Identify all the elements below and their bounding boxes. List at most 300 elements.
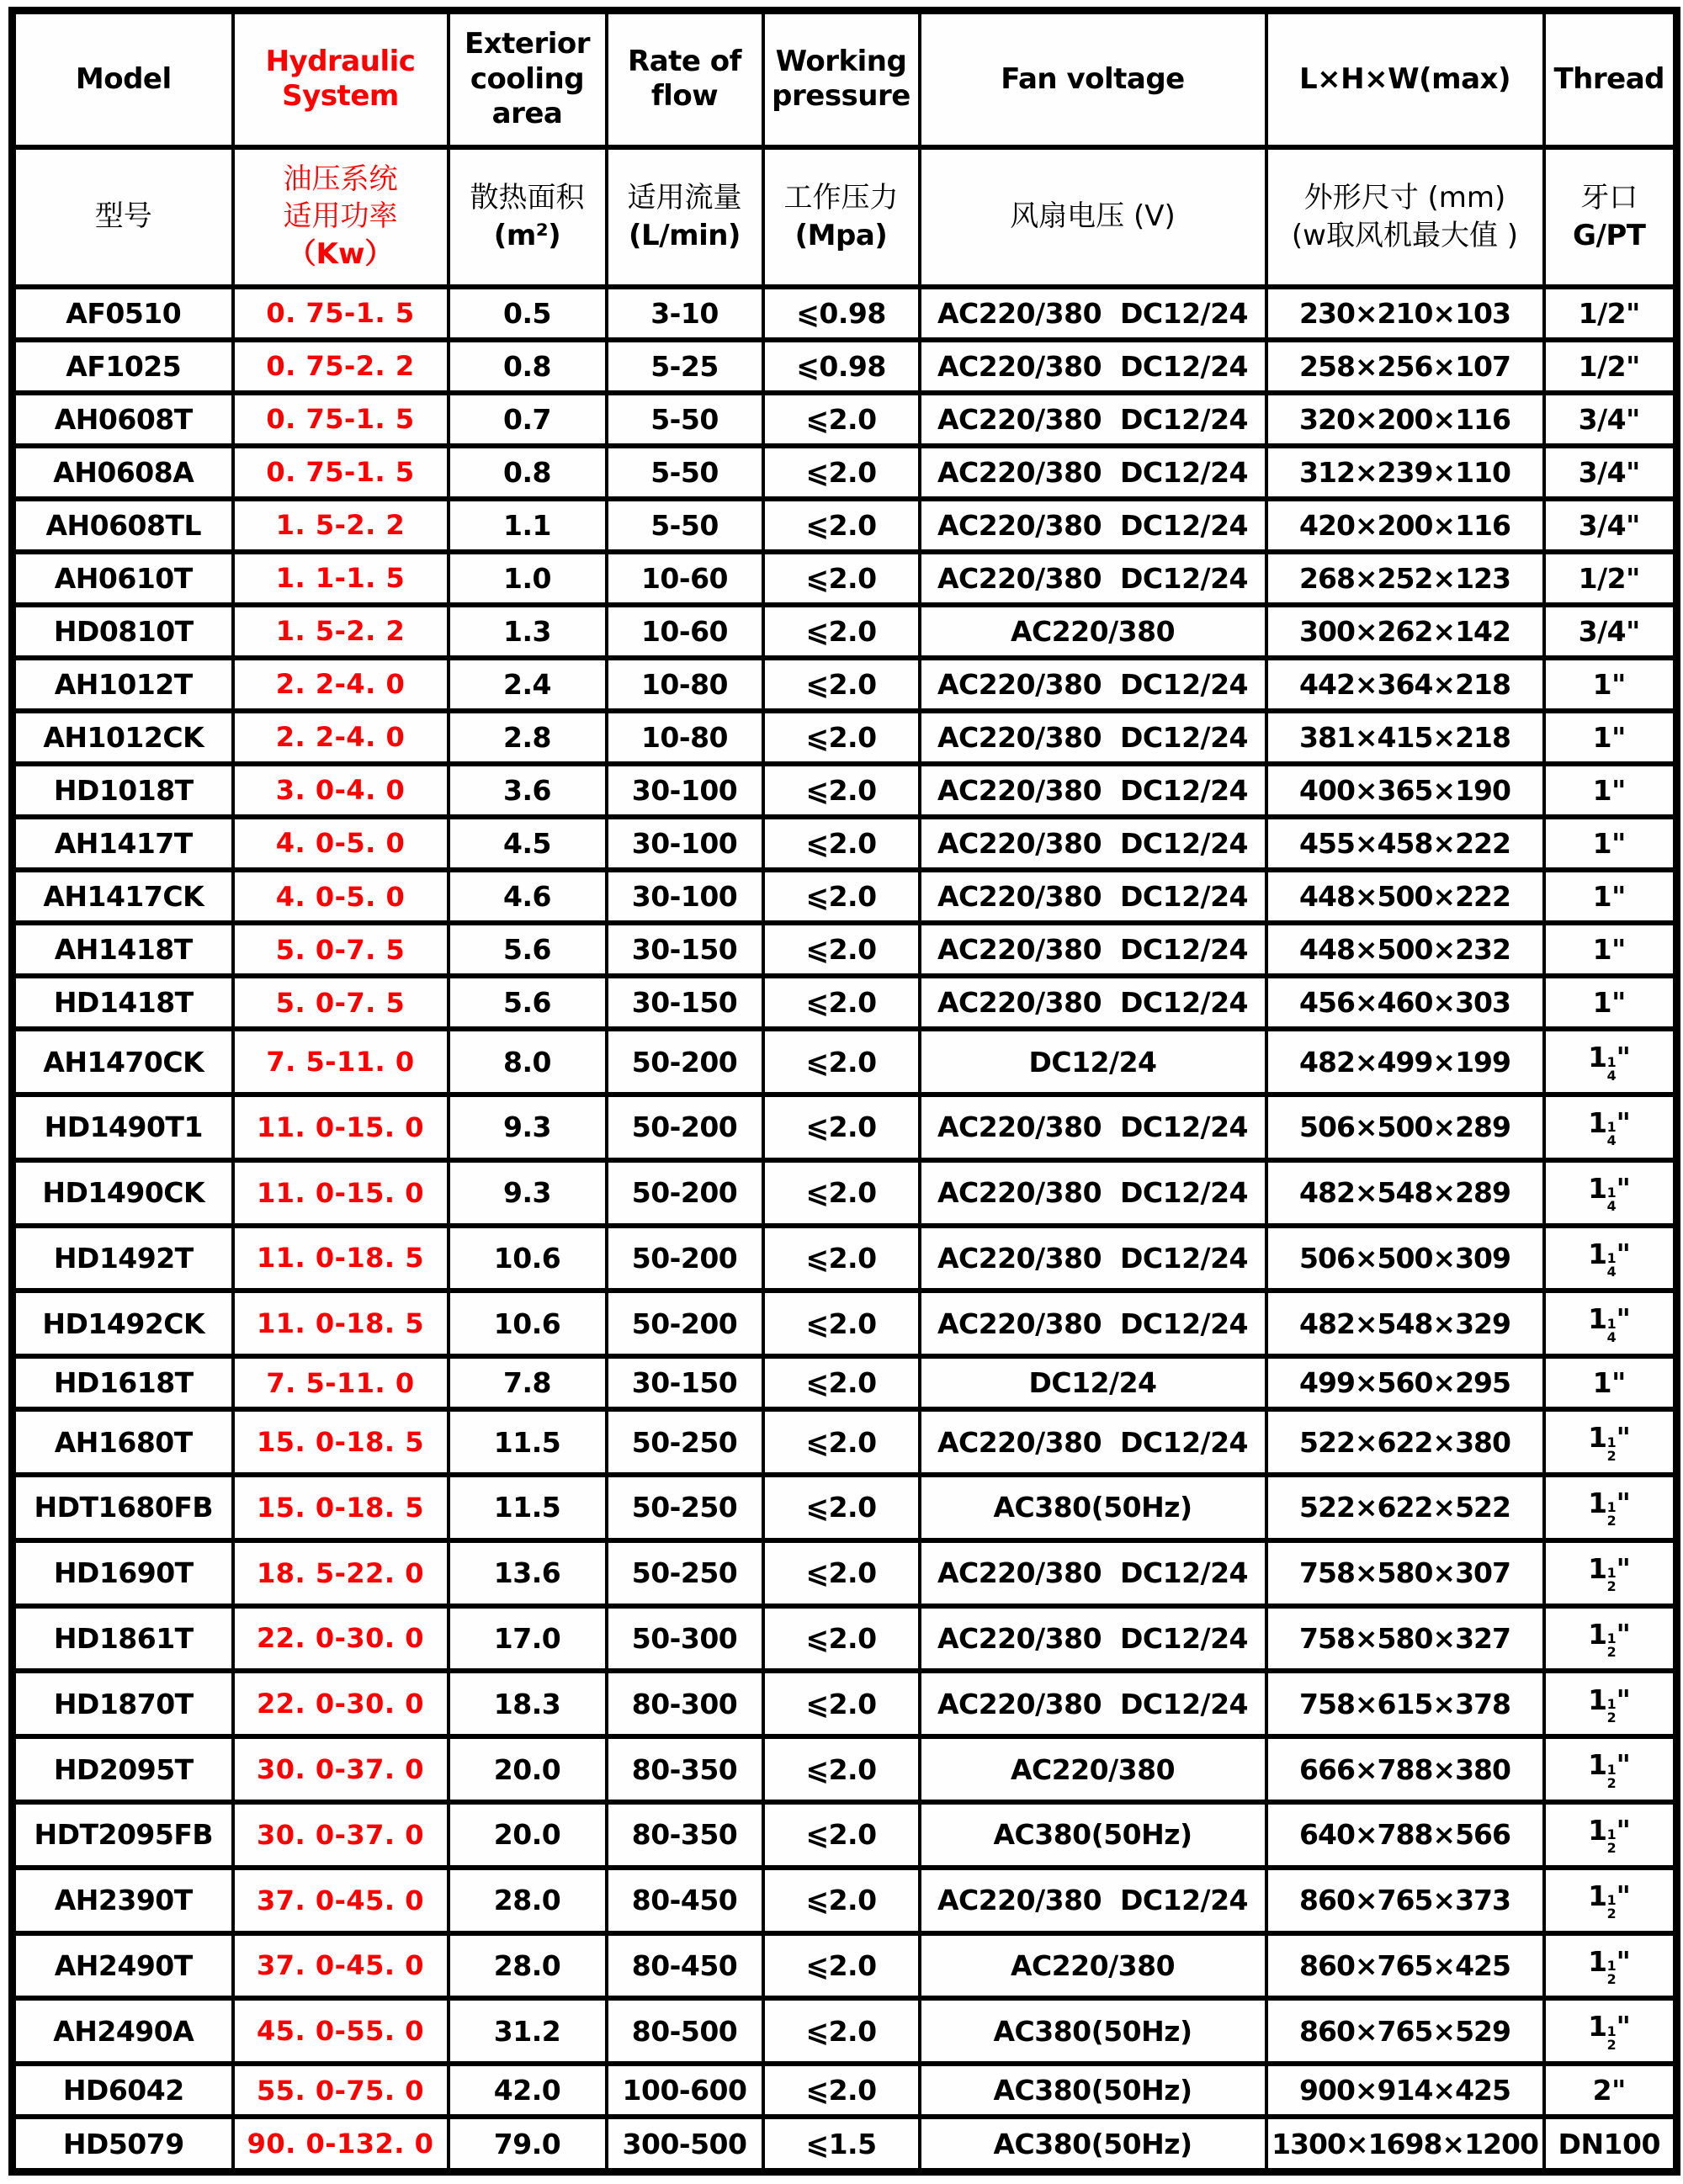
pressure-mpa-cell: ⩽2.0 (763, 1540, 920, 1606)
hydraulic-kw-cell: 0. 75-1. 5 (233, 393, 449, 446)
cooling-area-m2-cell: 4.5 (449, 817, 607, 870)
table-row (13, 1933, 1677, 1999)
pressure-mpa-cell: ⩽2.0 (763, 1998, 920, 2064)
pressure-mpa-cell: ⩽2.0 (763, 1291, 920, 1356)
hydraulic-kw-cell: 1. 1-1. 5 (233, 552, 449, 605)
table-row (13, 817, 1677, 870)
header-line: 外形尺寸 (mm) (1303, 181, 1506, 215)
fan-voltage-cell: AC220/380 DC12/24 (920, 393, 1266, 446)
flow-l-min-cell: 5-50 (607, 499, 763, 552)
fan-voltage-cell: AC220/380 DC12/24 (920, 923, 1266, 976)
cooling-area-m2-cell: 0.7 (449, 393, 607, 446)
fan-voltage-cell: AC220/380 DC12/24 (920, 870, 1266, 923)
dimensions-mm-cell: 666×788×380 (1266, 1736, 1544, 1802)
pressure-mpa-cell: ⩽0.98 (763, 287, 920, 340)
cooling-area-m2-cell: 0.8 (449, 340, 607, 393)
thread-cell: 1 1 2 " (1544, 1933, 1677, 1999)
dimensions-mm-cell: 640×788×566 (1266, 1802, 1544, 1868)
flow-l-min-cell: 80-500 (607, 1998, 763, 2064)
thread-cell: 3/4" (1544, 446, 1677, 499)
hydraulic-kw-cell: 11. 0-18. 5 (233, 1291, 449, 1356)
hydraulic-kw-cell: 30. 0-37. 0 (233, 1802, 449, 1868)
fan-voltage-cell: AC220/380 (920, 1736, 1266, 1802)
cooling-area-m2-cell: 20.0 (449, 1736, 607, 1802)
model-cell: HD1490CK (13, 1160, 233, 1226)
cooling-area-m2-cell: 2.4 (449, 658, 607, 711)
fraction-one-half: 1 2 (1606, 1826, 1617, 1857)
model-cell: AH2490A (13, 1998, 233, 2064)
hydraulic-kw-cell: 37. 0-45. 0 (233, 1868, 449, 1933)
fraction-one-half: 1 2 (1606, 1434, 1617, 1464)
cooling-area-m2-cell: 5.6 (449, 976, 607, 1029)
cooling-area-m2-cell: 17.0 (449, 1606, 607, 1672)
hydraulic-kw-cell: 0. 75-1. 5 (233, 287, 449, 340)
model-cell: HD1018T (13, 764, 233, 817)
model-cell: AH1417T (13, 817, 233, 870)
hydraulic-kw-cell: 90. 0-132. 0 (233, 2117, 449, 2171)
pressure-mpa-cell: ⩽2.0 (763, 1868, 920, 1933)
dimensions-mm-cell: 300×262×142 (1266, 605, 1544, 658)
flow-l-min-cell: 5-50 (607, 393, 763, 446)
pressure-mpa-cell: ⩽2.0 (763, 1029, 920, 1095)
flow-l-min-cell: 30-100 (607, 870, 763, 923)
dimensions-mm-cell: 860×765×373 (1266, 1868, 1544, 1933)
fan-voltage-cell: DC12/24 (920, 1029, 1266, 1095)
table-row (13, 340, 1677, 393)
cooling-area-m2-cell: 10.6 (449, 1226, 607, 1291)
header-line: (w取风机最大值 ) (1291, 218, 1519, 252)
header-line: 工作压力 (783, 181, 899, 215)
table-row (13, 1409, 1677, 1475)
col-header-flow-rate-en (607, 11, 763, 147)
dimensions-mm-cell: 860×765×529 (1266, 1998, 1544, 2064)
table-row (13, 1671, 1677, 1736)
flow-l-min-cell: 50-250 (607, 1475, 763, 1540)
hydraulic-kw-cell: 55. 0-75. 0 (233, 2064, 449, 2117)
table-row (13, 2064, 1677, 2117)
col-header-cooling-area-en (449, 11, 607, 147)
table-row (13, 393, 1677, 446)
hydraulic-kw-cell: 1. 5-2. 2 (233, 605, 449, 658)
fraction-one-quarter: 1 4 (1606, 1249, 1617, 1280)
pressure-mpa-cell: ⩽2.0 (763, 764, 920, 817)
fan-voltage-cell: AC220/380 DC12/24 (920, 764, 1266, 817)
table-row (13, 1095, 1677, 1160)
cooling-area-m2-cell: 1.3 (449, 605, 607, 658)
fan-voltage-cell: AC380(50Hz) (920, 1998, 1266, 2064)
model-cell: HD1618T (13, 1356, 233, 1409)
hydraulic-kw-cell: 15. 0-18. 5 (233, 1409, 449, 1475)
col-header-hydraulic-system-cn (233, 147, 449, 287)
table-header (13, 11, 1677, 287)
flow-l-min-cell: 5-25 (607, 340, 763, 393)
table-row (13, 1475, 1677, 1540)
col-header-working-pressure-en (763, 11, 920, 147)
flow-l-min-cell: 50-300 (607, 1606, 763, 1672)
thread-cell: 2" (1544, 2064, 1677, 2117)
fan-voltage-cell: AC220/380 (920, 1933, 1266, 1999)
header-line: Rate of (628, 44, 741, 78)
pressure-mpa-cell: ⩽2.0 (763, 1160, 920, 1226)
flow-l-min-cell: 80-450 (607, 1933, 763, 1999)
table-row (13, 658, 1677, 711)
table-row (13, 1226, 1677, 1291)
pressure-mpa-cell: ⩽2.0 (763, 552, 920, 605)
model-cell: HD1418T (13, 976, 233, 1029)
thread-cell: 1 1 2 " (1544, 1868, 1677, 1933)
col-header-hydraulic-system-en (233, 11, 449, 147)
pressure-mpa-cell: ⩽2.0 (763, 711, 920, 764)
cooling-area-m2-cell: 1.1 (449, 499, 607, 552)
header-line: (L/min) (629, 218, 741, 252)
table-row (13, 1802, 1677, 1868)
fan-voltage-cell: DC12/24 (920, 1356, 1266, 1409)
dimensions-mm-cell: 448×500×232 (1266, 923, 1544, 976)
hydraulic-kw-cell: 2. 2-4. 0 (233, 658, 449, 711)
header-line: System (282, 79, 399, 114)
model-cell: AH1470CK (13, 1029, 233, 1095)
thread-cell: 1 1 4 " (1544, 1226, 1677, 1291)
model-cell: HD2095T (13, 1736, 233, 1802)
hydraulic-kw-cell: 11. 0-15. 0 (233, 1095, 449, 1160)
fraction-one-half: 1 2 (1606, 1630, 1617, 1661)
cooling-area-m2-cell: 5.6 (449, 923, 607, 976)
pressure-mpa-cell: ⩽2.0 (763, 499, 920, 552)
model-cell: HD1861T (13, 1606, 233, 1672)
cooling-area-m2-cell: 28.0 (449, 1933, 607, 1999)
header-line: L×H×W(max) (1299, 61, 1510, 96)
fan-voltage-cell: AC220/380 DC12/24 (920, 1160, 1266, 1226)
flow-l-min-cell: 50-200 (607, 1226, 763, 1291)
dimensions-mm-cell: 268×252×123 (1266, 552, 1544, 605)
fraction-one-half: 1 2 (1606, 1565, 1617, 1595)
dimensions-mm-cell: 522×622×380 (1266, 1409, 1544, 1475)
header-line: 适用流量 (627, 181, 742, 215)
cooling-area-m2-cell: 4.6 (449, 870, 607, 923)
flow-l-min-cell: 30-100 (607, 764, 763, 817)
pressure-mpa-cell: ⩽2.0 (763, 1606, 920, 1672)
flow-l-min-cell: 80-350 (607, 1802, 763, 1868)
model-cell: AF1025 (13, 340, 233, 393)
header-line: area (491, 96, 563, 130)
cooling-area-m2-cell: 9.3 (449, 1160, 607, 1226)
col-header-fan-voltage-en (920, 11, 1266, 147)
header-line: Working (775, 44, 907, 78)
hydraulic-kw-cell: 1. 5-2. 2 (233, 499, 449, 552)
model-cell: AF0510 (13, 287, 233, 340)
flow-l-min-cell: 5-50 (607, 446, 763, 499)
hydraulic-kw-cell: 15. 0-18. 5 (233, 1475, 449, 1540)
hydraulic-kw-cell: 7. 5-11. 0 (233, 1029, 449, 1095)
table-row (13, 1291, 1677, 1356)
pressure-mpa-cell: ⩽2.0 (763, 393, 920, 446)
header-line: (Mpa) (794, 218, 888, 252)
pressure-mpa-cell: ⩽2.0 (763, 1933, 920, 1999)
pressure-mpa-cell: ⩽2.0 (763, 1409, 920, 1475)
dimensions-mm-cell: 258×256×107 (1266, 340, 1544, 393)
cooling-area-m2-cell: 18.3 (449, 1671, 607, 1736)
fan-voltage-cell: AC220/380 DC12/24 (920, 446, 1266, 499)
model-cell: HD1870T (13, 1671, 233, 1736)
pressure-mpa-cell: ⩽0.98 (763, 340, 920, 393)
thread-cell: 1" (1544, 1356, 1677, 1409)
col-header-fan-voltage-cn (920, 147, 1266, 287)
dimensions-mm-cell: 482×548×329 (1266, 1291, 1544, 1356)
cooling-area-m2-cell: 3.6 (449, 764, 607, 817)
thread-cell: 1 1 2 " (1544, 1998, 1677, 2064)
thread-cell: 1" (1544, 817, 1677, 870)
table-row (13, 605, 1677, 658)
table-row (13, 870, 1677, 923)
thread-cell: 3/4" (1544, 393, 1677, 446)
dimensions-mm-cell: 455×458×222 (1266, 817, 1544, 870)
hydraulic-kw-cell: 5. 0-7. 5 (233, 976, 449, 1029)
dimensions-mm-cell: 448×500×222 (1266, 870, 1544, 923)
model-cell: AH1012CK (13, 711, 233, 764)
model-cell: HD1492T (13, 1226, 233, 1291)
col-header-dimensions-en (1266, 11, 1544, 147)
pressure-mpa-cell: ⩽2.0 (763, 2064, 920, 2117)
model-cell: HDT2095FB (13, 1802, 233, 1868)
table-row (13, 976, 1677, 1029)
fraction-one-quarter: 1 4 (1606, 1185, 1617, 1215)
fan-voltage-cell: AC220/380 DC12/24 (920, 976, 1266, 1029)
col-header-working-pressure-cn (763, 147, 920, 287)
dimensions-mm-cell: 400×365×190 (1266, 764, 1544, 817)
thread-cell: 1 1 2 " (1544, 1475, 1677, 1540)
header-line: Fan voltage (1001, 61, 1185, 96)
hydraulic-kw-cell: 11. 0-15. 0 (233, 1160, 449, 1226)
table-row (13, 1736, 1677, 1802)
thread-cell: 1 1 2 " (1544, 1671, 1677, 1736)
table-row (13, 287, 1677, 340)
pressure-mpa-cell: ⩽2.0 (763, 1671, 920, 1736)
header-line: 牙口 (1580, 181, 1638, 215)
header-line: flow (650, 79, 719, 114)
thread-cell: 1/2" (1544, 287, 1677, 340)
thread-cell: 1 1 2 " (1544, 1409, 1677, 1475)
flow-l-min-cell: 50-200 (607, 1029, 763, 1095)
header-line: Exterior (464, 27, 591, 61)
dimensions-mm-cell: 420×200×116 (1266, 499, 1544, 552)
pressure-mpa-cell: ⩽1.5 (763, 2117, 920, 2171)
col-header-model-cn (13, 147, 233, 287)
hydraulic-kw-cell: 4. 0-5. 0 (233, 817, 449, 870)
fan-voltage-cell: AC220/380 DC12/24 (920, 340, 1266, 393)
thread-cell: 1 1 4 " (1544, 1095, 1677, 1160)
thread-cell: 3/4" (1544, 605, 1677, 658)
flow-l-min-cell: 10-80 (607, 711, 763, 764)
thread-cell: 1 1 4 " (1544, 1029, 1677, 1095)
table-body (13, 287, 1677, 2172)
flow-l-min-cell: 30-150 (607, 976, 763, 1029)
header-line: （Kw） (287, 236, 394, 271)
model-cell: HDT1680FB (13, 1475, 233, 1540)
cooling-area-m2-cell: 11.5 (449, 1409, 607, 1475)
thread-cell: 1 1 2 " (1544, 1802, 1677, 1868)
cooling-area-m2-cell: 9.3 (449, 1095, 607, 1160)
thread-cell: 1" (1544, 658, 1677, 711)
fan-voltage-cell: AC220/380 DC12/24 (920, 1540, 1266, 1606)
model-cell: AH1012T (13, 658, 233, 711)
thread-cell: 1/2" (1544, 552, 1677, 605)
cooling-area-m2-cell: 2.8 (449, 711, 607, 764)
flow-l-min-cell: 30-150 (607, 1356, 763, 1409)
table-row (13, 552, 1677, 605)
model-cell: AH0608TL (13, 499, 233, 552)
table-row (13, 1998, 1677, 2064)
header-row-chinese (13, 147, 1677, 287)
cooling-area-m2-cell: 7.8 (449, 1356, 607, 1409)
fan-voltage-cell: AC220/380 DC12/24 (920, 1095, 1266, 1160)
hydraulic-kw-cell: 22. 0-30. 0 (233, 1671, 449, 1736)
pressure-mpa-cell: ⩽2.0 (763, 1095, 920, 1160)
cooling-area-m2-cell: 20.0 (449, 1802, 607, 1868)
fan-voltage-cell: AC220/380 DC12/24 (920, 1409, 1266, 1475)
dimensions-mm-cell: 456×460×303 (1266, 976, 1544, 1029)
header-line: Hydraulic (265, 44, 416, 78)
fan-voltage-cell: AC220/380 DC12/24 (920, 1606, 1266, 1672)
fan-voltage-cell: AC220/380 DC12/24 (920, 552, 1266, 605)
hydraulic-kw-cell: 11. 0-18. 5 (233, 1226, 449, 1291)
header-row-english (13, 11, 1677, 147)
table-row (13, 1356, 1677, 1409)
dimensions-mm-cell: 506×500×289 (1266, 1095, 1544, 1160)
flow-l-min-cell: 80-450 (607, 1868, 763, 1933)
dimensions-mm-cell: 312×239×110 (1266, 446, 1544, 499)
pressure-mpa-cell: ⩽2.0 (763, 658, 920, 711)
flow-l-min-cell: 50-200 (607, 1160, 763, 1226)
table-row (13, 1606, 1677, 1672)
table-row (13, 446, 1677, 499)
flow-l-min-cell: 10-60 (607, 552, 763, 605)
pressure-mpa-cell: ⩽2.0 (763, 1475, 920, 1540)
pressure-mpa-cell: ⩽2.0 (763, 1356, 920, 1409)
thread-cell: 1" (1544, 923, 1677, 976)
table-row (13, 1160, 1677, 1226)
thread-cell: 1" (1544, 976, 1677, 1029)
hydraulic-kw-cell: 22. 0-30. 0 (233, 1606, 449, 1672)
hydraulic-kw-cell: 0. 75-1. 5 (233, 446, 449, 499)
header-line: cooling (470, 61, 585, 96)
fan-voltage-cell: AC220/380 DC12/24 (920, 1226, 1266, 1291)
header-line: 风扇电压 (V) (1010, 199, 1176, 234)
dimensions-mm-cell: 230×210×103 (1266, 287, 1544, 340)
fan-voltage-cell: AC380(50Hz) (920, 2064, 1266, 2117)
fan-voltage-cell: AC220/380 DC12/24 (920, 1671, 1266, 1736)
table-row (13, 764, 1677, 817)
col-header-cooling-area-cn (449, 147, 607, 287)
thread-cell: 1 1 2 " (1544, 1736, 1677, 1802)
fan-voltage-cell: AC220/380 DC12/24 (920, 499, 1266, 552)
model-cell: AH2490T (13, 1933, 233, 1999)
cooling-area-m2-cell: 8.0 (449, 1029, 607, 1095)
header-line: G/PT (1573, 218, 1646, 252)
fraction-one-half: 1 2 (1606, 1499, 1617, 1529)
cooling-area-m2-cell: 1.0 (449, 552, 607, 605)
dimensions-mm-cell: 482×499×199 (1266, 1029, 1544, 1095)
header-line: 油压系统 (283, 162, 398, 197)
thread-cell: 1" (1544, 764, 1677, 817)
col-header-flow-rate-cn (607, 147, 763, 287)
pressure-mpa-cell: ⩽2.0 (763, 605, 920, 658)
cooling-area-m2-cell: 0.8 (449, 446, 607, 499)
hydraulic-kw-cell: 45. 0-55. 0 (233, 1998, 449, 2064)
model-cell: HD6042 (13, 2064, 233, 2117)
model-cell: AH0608A (13, 446, 233, 499)
flow-l-min-cell: 100-600 (607, 2064, 763, 2117)
cooling-area-m2-cell: 42.0 (449, 2064, 607, 2117)
fraction-one-quarter: 1 4 (1606, 1053, 1617, 1084)
cooling-area-m2-cell: 0.5 (449, 287, 607, 340)
col-header-dimensions-cn (1266, 147, 1544, 287)
table-row (13, 1868, 1677, 1933)
header-line: 适用功率 (283, 199, 398, 234)
pressure-mpa-cell: ⩽2.0 (763, 1736, 920, 1802)
thread-cell: 1 1 2 " (1544, 1540, 1677, 1606)
cooling-area-m2-cell: 11.5 (449, 1475, 607, 1540)
fan-voltage-cell: AC380(50Hz) (920, 2117, 1266, 2171)
pressure-mpa-cell: ⩽2.0 (763, 870, 920, 923)
pressure-mpa-cell: ⩽2.0 (763, 817, 920, 870)
model-cell: AH1680T (13, 1409, 233, 1475)
fraction-one-half: 1 2 (1606, 2022, 1617, 2053)
dimensions-mm-cell: 860×765×425 (1266, 1933, 1544, 1999)
fan-voltage-cell: AC220/380 DC12/24 (920, 711, 1266, 764)
thread-cell: 1 1 4 " (1544, 1160, 1677, 1226)
dimensions-mm-cell: 758×580×307 (1266, 1540, 1544, 1606)
dimensions-mm-cell: 506×500×309 (1266, 1226, 1544, 1291)
fraction-one-quarter: 1 4 (1606, 1119, 1617, 1149)
cooling-area-m2-cell: 79.0 (449, 2117, 607, 2171)
flow-l-min-cell: 80-300 (607, 1671, 763, 1736)
model-cell: HD1690T (13, 1540, 233, 1606)
thread-cell: 1/2" (1544, 340, 1677, 393)
dimensions-mm-cell: 522×622×522 (1266, 1475, 1544, 1540)
dimensions-mm-cell: 900×914×425 (1266, 2064, 1544, 2117)
flow-l-min-cell: 50-250 (607, 1540, 763, 1606)
flow-l-min-cell: 50-200 (607, 1291, 763, 1356)
col-header-thread-en (1544, 11, 1677, 147)
flow-l-min-cell: 30-150 (607, 923, 763, 976)
pressure-mpa-cell: ⩽2.0 (763, 976, 920, 1029)
spec-table (8, 7, 1680, 2176)
fan-voltage-cell: AC220/380 DC12/24 (920, 658, 1266, 711)
dimensions-mm-cell: 758×615×378 (1266, 1671, 1544, 1736)
fraction-one-half: 1 2 (1606, 1957, 1617, 1988)
table-row (13, 2117, 1677, 2171)
dimensions-mm-cell: 499×560×295 (1266, 1356, 1544, 1409)
fraction-one-quarter: 1 4 (1606, 1315, 1617, 1345)
fan-voltage-cell: AC220/380 DC12/24 (920, 817, 1266, 870)
thread-cell: 1 1 2 " (1544, 1606, 1677, 1672)
fan-voltage-cell: AC220/380 DC12/24 (920, 287, 1266, 340)
hydraulic-kw-cell: 7. 5-11. 0 (233, 1356, 449, 1409)
table-row (13, 923, 1677, 976)
hydraulic-kw-cell: 30. 0-37. 0 (233, 1736, 449, 1802)
cooling-area-m2-cell: 28.0 (449, 1868, 607, 1933)
pressure-mpa-cell: ⩽2.0 (763, 1802, 920, 1868)
model-cell: AH1418T (13, 923, 233, 976)
model-cell: AH2390T (13, 1868, 233, 1933)
pressure-mpa-cell: ⩽2.0 (763, 1226, 920, 1291)
dimensions-mm-cell: 381×415×218 (1266, 711, 1544, 764)
header-line: pressure (772, 79, 911, 114)
flow-l-min-cell: 80-350 (607, 1736, 763, 1802)
flow-l-min-cell: 10-80 (607, 658, 763, 711)
dimensions-mm-cell: 758×580×327 (1266, 1606, 1544, 1672)
header-line: (m²) (493, 218, 561, 252)
